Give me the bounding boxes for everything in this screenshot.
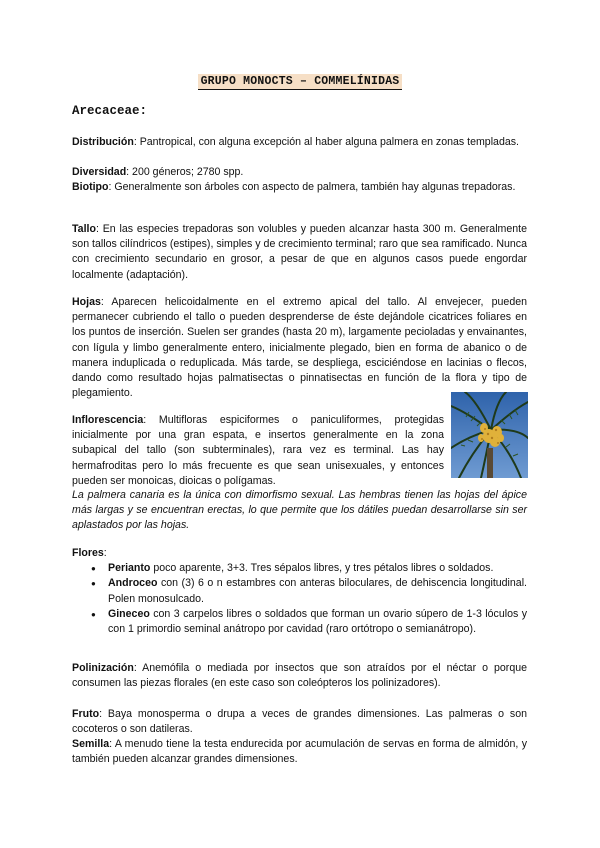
section-hojas [72,295,527,401]
family-heading: Arecaceae: [72,104,148,118]
palm-tree-photo [451,392,528,478]
section-diversidad [72,165,527,180]
inflorescencia-note: La palmera canaria es la única con dimorfismo sexual. Las hembras tienen las hojas del ápice más largas y se encuentran erectas, lo que permite que los dátiles puedan desarrollarse sin ser aplastados por las hojas. [72,489,527,532]
section-inflorescencia [72,413,444,489]
tallo-text: : En las especies trepadoras son volubles y pueden alcanzar hasta 300 m. Generalmente son tallos cilíndricos (estipes), simples y de crecimiento terminal; raro que sea ramificado. Nunca con crecimiento secundario en grosor, a pesar de que en algunos casos puede engordar localmente (adaptación). [72,223,527,281]
fruto-text: : Baya monosperma o drupa a veces de grandes dimensiones. Las palmeras o son cocoteros o son datileras. [72,708,527,736]
gineceo-text: con 3 carpelos libres o soldados que forman un ovario súpero de 1-3 lóculos y con 1 primordio seminal anátropo por cavidad (raro ortótropo o semianátropo). [108,607,527,636]
section-fruto [72,707,527,737]
distribucion-label: Distribución [72,136,134,148]
palm-image-svg [451,392,528,478]
perianto-text: poco aparente, 3+3. Tres sépalos libres, y tres pétalos libres o soldados. [150,562,494,575]
flores-label: Flores [72,547,104,559]
hojas-text: : Aparecen helicoidalmente en el extremo apical del tallo. Al envejecer, pueden permanecer cubriendo el tallo o pueden desprenderse de éste dejándole cicatrices foliares en los puntos de inserción. Suelen ser grandes (hasta 20 m), largamente pecioladas y envainantes, con lígula y limbo generalmente entero, inicialmente plegado, bien en forma de abanico o de manera induplicada o reduplicada. Más tarde, se despliega, esciciéndose en lacinias o flecos, dando como resultado hojas palmatisectas o pinnatisectas en función de la flora y tipo de plegamiento. [72,296,527,400]
inflorescencia-text: : Multifloras espiciformes o paniculiformes, protegidas inicialmente por una gran espata, e insertos generalmente en la zona subapical del tallo (son subterminales), rara vez es terminal. Las hay hermafroditas pero lo más frecuente es que sean unisexuales, y entonces pueden ser monoicas, dioicas o polígamas. [72,414,444,487]
diversidad-label: Diversidad [72,166,127,178]
list-item [88,607,527,637]
section-tallo [72,222,527,283]
fruto-label: Fruto [72,708,100,720]
biotipo-label: Biotipo [72,181,109,193]
polinizacion-text: : Anemófila o mediada por insectos que son atraídos por el néctar o porque consumen las piezas florales (en este caso son coleópteros los polinizadores). [72,662,527,690]
flores-heading [72,546,527,561]
flores-colon: : [103,547,107,559]
section-polinizacion [72,661,527,691]
androceo-text: con (3) 6 o n estambres con anteras biloculares, de dehiscencia longitudinal. Polen monosulcado. [108,577,527,605]
list-item [88,561,527,576]
section-biotipo [72,180,527,195]
flores-list [88,561,527,637]
list-item [88,576,527,606]
inflorescencia-label: Inflorescencia [72,414,144,426]
distribucion-text: : Pantropical, con alguna excepción al haber alguna palmera en zonas templadas. [133,136,519,148]
section-semilla [72,737,527,767]
title-wrapper [0,71,600,90]
gineceo-label: Gineceo [108,607,150,620]
biotipo-text: : Generalmente son árboles con aspecto de palmera, también hay algunas trepadoras. [108,181,516,193]
semilla-text: : A menudo tiene la testa endurecida por acumulación de servas en forma de almidón, y también pueden alcanzar grandes dimensiones. [72,738,527,766]
diversidad-text: : 200 géneros; 2780 spp. [126,166,244,178]
section-flores [72,546,527,637]
perianto-label: Perianto [108,562,151,575]
androceo-label: Androceo [108,577,158,590]
polinizacion-label: Polinización [72,662,134,674]
page-title: GRUPO MONOCTS – COMMELÍNIDAS [198,74,403,90]
tallo-label: Tallo [72,223,96,235]
semilla-label: Semilla [72,738,110,750]
section-distribucion [72,135,527,150]
hojas-label: Hojas [72,296,101,308]
